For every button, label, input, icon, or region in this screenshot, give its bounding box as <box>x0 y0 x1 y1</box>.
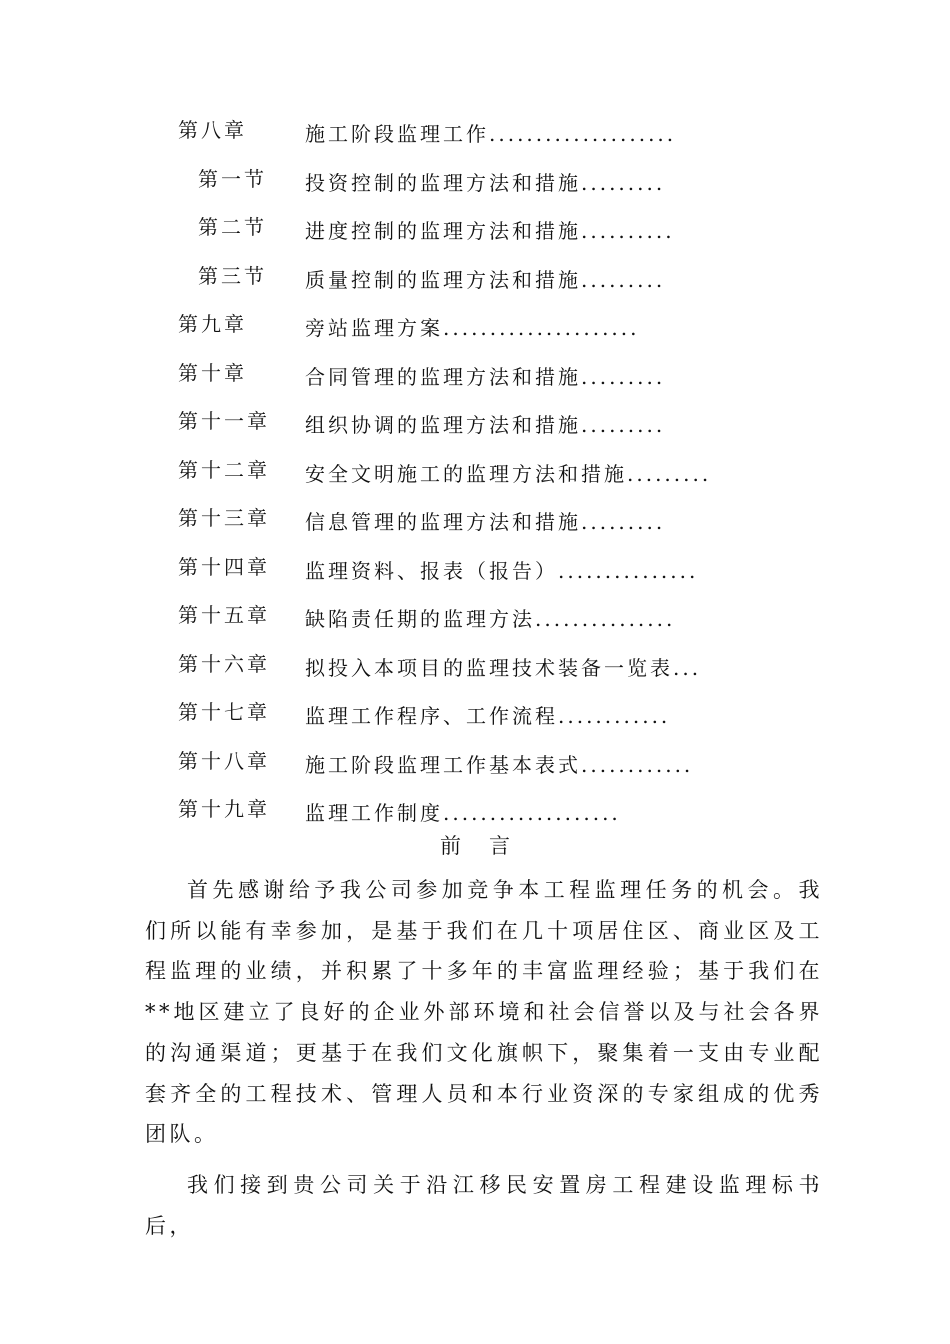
toc-entry <box>0 787 950 836</box>
toc-section-label: 第二节 <box>198 215 267 239</box>
toc-entry <box>0 302 950 351</box>
preface-heading: 前言 <box>440 834 538 858</box>
toc-chapter-label: 第十七章 <box>178 700 270 724</box>
table-of-contents <box>0 108 950 836</box>
toc-entry <box>0 545 950 594</box>
toc-section-label: 第一节 <box>198 166 267 191</box>
toc-chapter-label: 第十章 <box>178 360 247 385</box>
preface-paragraph: 首先感谢给予我公司参加竞争本工程监理任务的机会。我们所以能有幸参加，是基于我们在几十项居住区、商业区及工程监理的业绩，并积累了十多年的丰富监理经验；基于我们在**地区建立了良好的企业外部环境和社会信誉以及与社会各界的沟通渠道；更基于在我们文化旗帜下，聚集着一支由专业配套齐全的工程技术、管理人员和本行业资深的专家组成的优秀团队。 <box>145 878 823 1147</box>
toc-entry-title: 投资控制的监理方法和措施......... <box>305 170 666 195</box>
preface-body <box>145 870 823 1256</box>
toc-entry <box>0 690 950 739</box>
toc-entry-title: 施工阶段监理工作.................... <box>305 122 677 146</box>
toc-entry-title: 监理工作程序、工作流程............ <box>305 704 671 728</box>
toc-entry-title: 合同管理的监理方法和措施......... <box>305 364 666 389</box>
toc-chapter-label: 第十五章 <box>178 603 270 627</box>
toc-chapter-label: 第十一章 <box>178 409 270 433</box>
toc-entry <box>0 593 950 642</box>
preface-paragraph: 我们接到贵公司关于沿江移民安置房工程建设监理标书后， <box>145 1172 823 1238</box>
toc-entry <box>0 157 950 206</box>
toc-section-label: 第三节 <box>198 263 267 288</box>
toc-chapter-label: 第九章 <box>178 312 247 336</box>
toc-entry-title: 施工阶段监理工作基本表式............ <box>305 752 694 777</box>
toc-entry <box>0 205 950 254</box>
toc-chapter-label: 第十四章 <box>178 554 270 579</box>
toc-entry <box>0 351 950 400</box>
toc-chapter-label: 第十九章 <box>178 797 270 821</box>
toc-entry-title: 组织协调的监理方法和措施......... <box>305 413 666 437</box>
toc-entry-title: 监理工作制度................... <box>305 801 621 825</box>
toc-entry-title: 缺陷责任期的监理方法............... <box>305 607 676 631</box>
toc-entry-title: 进度控制的监理方法和措施.......... <box>305 219 675 243</box>
toc-entry <box>0 496 950 545</box>
toc-entry-title: 安全文明施工的监理方法和措施......... <box>305 461 712 486</box>
toc-chapter-label: 第十二章 <box>178 457 270 482</box>
toc-entry <box>0 642 950 691</box>
toc-chapter-label: 第十三章 <box>178 506 270 530</box>
toc-chapter-label: 第十六章 <box>178 651 270 676</box>
toc-entry-title: 监理资料、报表（报告）............... <box>305 558 699 583</box>
toc-entry <box>0 108 950 157</box>
toc-entry <box>0 399 950 448</box>
toc-entry <box>0 254 950 303</box>
toc-entry-title: 质量控制的监理方法和措施......... <box>305 267 666 292</box>
toc-chapter-label: 第八章 <box>178 118 247 142</box>
toc-entry-title: 旁站监理方案..................... <box>305 316 640 340</box>
toc-entry <box>0 448 950 497</box>
toc-entry-title: 拟投入本项目的监理技术装备一览表... <box>305 655 702 680</box>
toc-entry-title: 信息管理的监理方法和措施......... <box>305 510 666 534</box>
toc-chapter-label: 第十八章 <box>178 748 270 773</box>
toc-entry <box>0 739 950 788</box>
